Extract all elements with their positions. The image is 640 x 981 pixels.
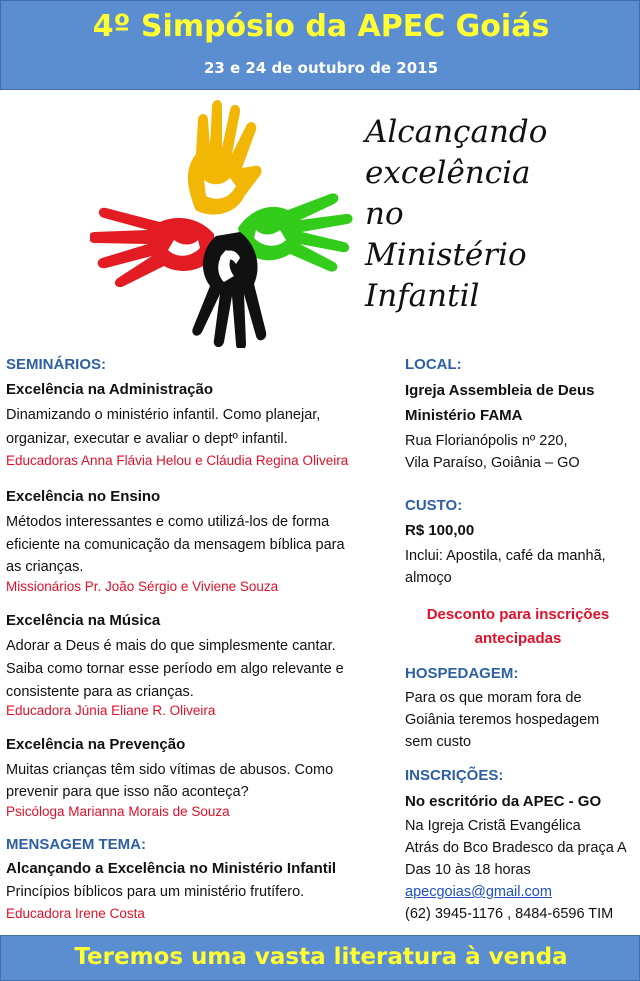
mensagem-heading: MENSAGEM TEMA: bbox=[6, 836, 146, 853]
seminar-desc: Adorar a Deus é mais do que simplesmente cantar. bbox=[6, 638, 336, 654]
event-title: 4º Simpósio da APEC Goiás bbox=[92, 9, 550, 44]
mensagem-speaker: Educadora Irene Costa bbox=[6, 906, 145, 921]
email-link[interactable]: apecgoias@gmail.com bbox=[405, 884, 552, 900]
yellow-hand-icon bbox=[188, 100, 262, 214]
mensagem-title: Alcançando a Excelência no Ministério Infantil bbox=[6, 860, 337, 877]
seminar-desc: Dinamizando o ministério infantil. Como planejar, bbox=[6, 407, 321, 423]
hospedagem-text: Goiânia teremos hospedagem bbox=[405, 712, 600, 728]
seminarios-heading: SEMINÁRIOS: bbox=[6, 356, 107, 373]
local-name: Igreja Assembleia de Deus bbox=[405, 382, 595, 399]
discount-line: antecipadas bbox=[474, 630, 562, 647]
slogan-line: Alcançando bbox=[365, 114, 548, 150]
inscricoes-phones: (62) 3945-1176 , 8484-6596 TIM bbox=[405, 906, 614, 922]
inscricoes-info: Atrás do Bco Bradesco da praça A bbox=[405, 840, 627, 856]
seminar-speaker: Educadora Júnia Eliane R. Oliveira bbox=[6, 703, 216, 718]
local-address: Rua Florianópolis nº 220, bbox=[405, 433, 568, 449]
seminar-desc: Saiba como tornar esse período em algo relevante e bbox=[6, 661, 344, 677]
seminar-desc: consistente para as crianças. bbox=[6, 684, 194, 700]
local-name: Ministério FAMA bbox=[405, 407, 523, 424]
seminar-desc: prevenir para que isso não aconteça? bbox=[6, 784, 249, 800]
custo-includes: Inclui: Apostila, café da manhã, bbox=[405, 548, 606, 564]
slogan-line: Infantil bbox=[365, 278, 480, 314]
seminar-desc: eficiente na comunicação da mensagem bíblica para bbox=[6, 537, 345, 553]
local-address: Vila Paraíso, Goiânia – GO bbox=[405, 455, 580, 471]
seminar-title: Excelência na Administração bbox=[6, 381, 214, 398]
slogan-line: excelência bbox=[365, 155, 531, 191]
seminar-desc: Muitas crianças têm sido vítimas de abusos. Como bbox=[6, 762, 334, 778]
event-date: 23 e 24 de outubro de 2015 bbox=[203, 59, 439, 77]
slogan bbox=[365, 112, 635, 317]
hands-logo bbox=[90, 98, 360, 348]
header-banner bbox=[0, 0, 640, 90]
discount-notice bbox=[400, 603, 636, 651]
hospedagem-heading: HOSPEDAGEM: bbox=[405, 665, 519, 682]
inscricoes-place: No escritório da APEC - GO bbox=[405, 793, 602, 810]
seminar-desc: as crianças. bbox=[6, 559, 84, 575]
seminar-desc: Métodos interessantes e como utilizá-los de forma bbox=[6, 514, 330, 530]
seminar-title: Excelência no Ensino bbox=[6, 488, 161, 505]
seminar-speaker: Missionários Pr. João Sérgio e Viviene Souza bbox=[6, 579, 279, 594]
seminar-speaker: Educadoras Anna Flávia Helou e Cláudia Regina Oliveira bbox=[6, 453, 349, 468]
discount-line: Desconto para inscrições bbox=[426, 606, 610, 623]
inscricoes-info: Na Igreja Cristã Evangélica bbox=[405, 818, 581, 834]
custo-price: R$ 100,00 bbox=[405, 522, 475, 539]
red-hand-icon bbox=[90, 208, 216, 287]
mensagem-desc: Princípios bíblicos para um ministério frutífero. bbox=[6, 884, 305, 900]
slogan-line: no bbox=[365, 196, 404, 232]
inscricoes-heading: INSCRIÇÕES: bbox=[405, 767, 504, 784]
seminar-title: Excelência na Prevenção bbox=[6, 736, 186, 753]
local-heading: LOCAL: bbox=[405, 356, 462, 373]
slogan-line: Ministério bbox=[365, 237, 527, 273]
custo-heading: CUSTO: bbox=[405, 497, 463, 514]
seminar-desc: organizar, executar e avaliar o deptº infantil. bbox=[6, 431, 288, 447]
hospedagem-text: Para os que moram fora de bbox=[405, 690, 582, 706]
footer-banner bbox=[0, 935, 640, 981]
custo-includes: almoço bbox=[405, 570, 452, 586]
footer-text: Teremos uma vasta literatura à venda bbox=[74, 944, 568, 970]
inscricoes-info: Das 10 às 18 horas bbox=[405, 862, 531, 878]
seminar-speaker: Psicóloga Marianna Morais de Souza bbox=[6, 804, 230, 819]
seminar-title: Excelência na Música bbox=[6, 612, 161, 629]
hospedagem-text: sem custo bbox=[405, 734, 472, 750]
